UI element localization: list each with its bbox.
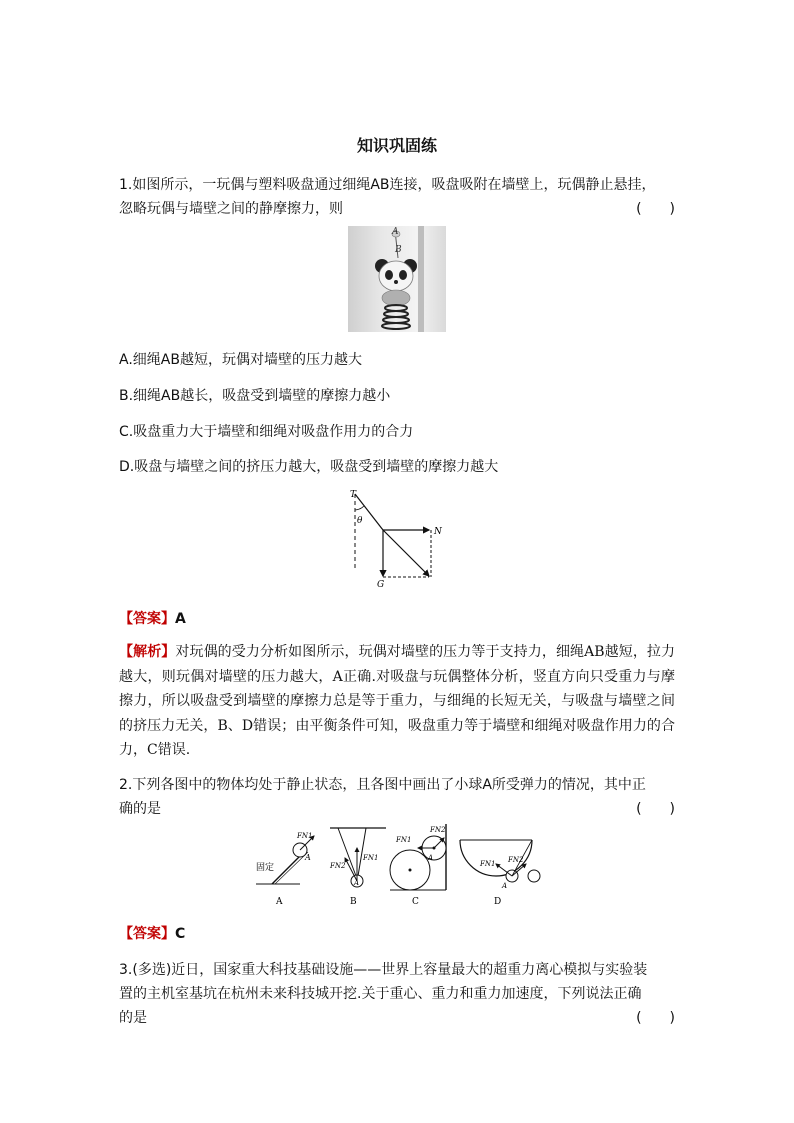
fig-b-fn1: FN1 bbox=[363, 854, 379, 862]
q2-answer-value: C bbox=[175, 926, 186, 942]
q2-stem-line1: 2.下列各图中的物体均处于静止状态，且各图中画出了小球A所受弹力的情况，其中正 bbox=[119, 777, 646, 793]
fig-d-caption: D bbox=[494, 897, 502, 907]
q2-stem-text: 确的是 bbox=[119, 801, 161, 817]
q1-force-diagram bbox=[345, 488, 445, 592]
q1-answer-blank: ( ) bbox=[636, 201, 675, 217]
q1-explanation bbox=[119, 640, 675, 763]
photo-label-b: B bbox=[395, 245, 402, 255]
q2-answer bbox=[119, 923, 675, 943]
answer-tag: 【答案】 bbox=[119, 611, 175, 627]
fig-d-fn2: FN2 bbox=[508, 856, 524, 864]
fig-b-ball: A bbox=[354, 879, 360, 887]
force-label-n: N bbox=[434, 527, 442, 537]
q3-stem-text: 的是 bbox=[119, 1010, 147, 1026]
q1-option-a: A.细绳AB越短，玩偶对墙壁的压力越大 bbox=[119, 352, 362, 368]
fig-c-caption: C bbox=[412, 897, 419, 907]
explanation-tag: 【解析】 bbox=[119, 644, 176, 660]
force-label-t: T bbox=[350, 490, 357, 500]
fig-c-fn2: FN2 bbox=[430, 826, 446, 834]
fig-b-caption: B bbox=[350, 897, 357, 907]
fig-c-ball: A bbox=[428, 854, 434, 862]
q2-stem-line2 bbox=[119, 798, 675, 818]
q3-stem-line2: 置的主机室基坑在杭州未来科技城开挖.关于重心、重力和重力加速度，下列说法正确 bbox=[119, 986, 642, 1002]
q1-option-d: D.吸盘与墙壁之间的挤压力越大，吸盘受到墙壁的摩擦力越大 bbox=[119, 459, 499, 475]
q1-option-c: C.吸盘重力大于墙壁和细绳对吸盘作用力的合力 bbox=[119, 424, 414, 440]
q2-answer-blank: ( ) bbox=[636, 801, 675, 817]
q3-stem-line3 bbox=[119, 1007, 675, 1027]
fig-c-fn1: FN1 bbox=[396, 836, 412, 844]
fig-d-fn1: FN1 bbox=[480, 860, 496, 868]
photo-label-a: A bbox=[392, 227, 399, 237]
q3-stem-line1: 3.(多选)近日，国家重大科技基础设施——世界上容量最大的超重力离心模拟与实验装 bbox=[119, 962, 648, 978]
q1-photo bbox=[348, 226, 446, 332]
fig-a-caption: A bbox=[276, 897, 283, 907]
answer-tag: 【答案】 bbox=[119, 926, 175, 942]
q1-stem-text: 忽略玩偶与墙壁之间的静摩擦力，则 bbox=[119, 201, 343, 217]
q1-option-b: B.细绳AB越长，吸盘受到墙壁的摩擦力越小 bbox=[119, 388, 391, 404]
q2-figures bbox=[250, 818, 550, 910]
q1-answer bbox=[119, 608, 675, 628]
fig-a-ball: A bbox=[305, 853, 311, 862]
fig-a-fixed-label: 固定 bbox=[256, 863, 275, 873]
q3-answer-blank: ( ) bbox=[636, 1010, 675, 1026]
q2-figure-b bbox=[329, 828, 386, 907]
q1-explanation-text: 对玩偶的受力分析如图所示，玩偶对墙壁的压力等于支持力，细绳AB越短，拉力越大，则玩偶对墙壁的压力越大，A正确.对吸盘与玩偶整体分析，竖直方向只受重力与摩擦力，所以吸盘受到墙壁的摩擦力总是等于重力，与细绳的长短无关，与吸盘与墙壁之间的挤压力无关，B、D错误；由平衡条件可知，吸盘重力等于墙壁和细绳对吸盘作用力的合力，C错误. bbox=[119, 644, 676, 758]
q2-figure-a bbox=[256, 832, 314, 907]
page-title: 知识巩固练 bbox=[356, 136, 437, 155]
q2-figure-d bbox=[460, 840, 540, 907]
q2-figure-c bbox=[390, 824, 446, 907]
fig-b-fn2: FN2 bbox=[330, 862, 346, 870]
q1-stem-line1: 1.如图所示，一玩偶与塑料吸盘通过细绳AB连接，吸盘吸附在墙壁上，玩偶静止悬挂， bbox=[119, 177, 656, 193]
q1-answer-value: A bbox=[175, 611, 186, 627]
fig-d-ball: A bbox=[502, 882, 508, 890]
fig-a-fn1: FN1 bbox=[297, 832, 313, 840]
force-label-theta: θ bbox=[357, 516, 363, 526]
toy-illustration bbox=[348, 226, 446, 332]
force-label-g: G bbox=[377, 580, 385, 590]
q1-stem-line2 bbox=[119, 198, 675, 218]
